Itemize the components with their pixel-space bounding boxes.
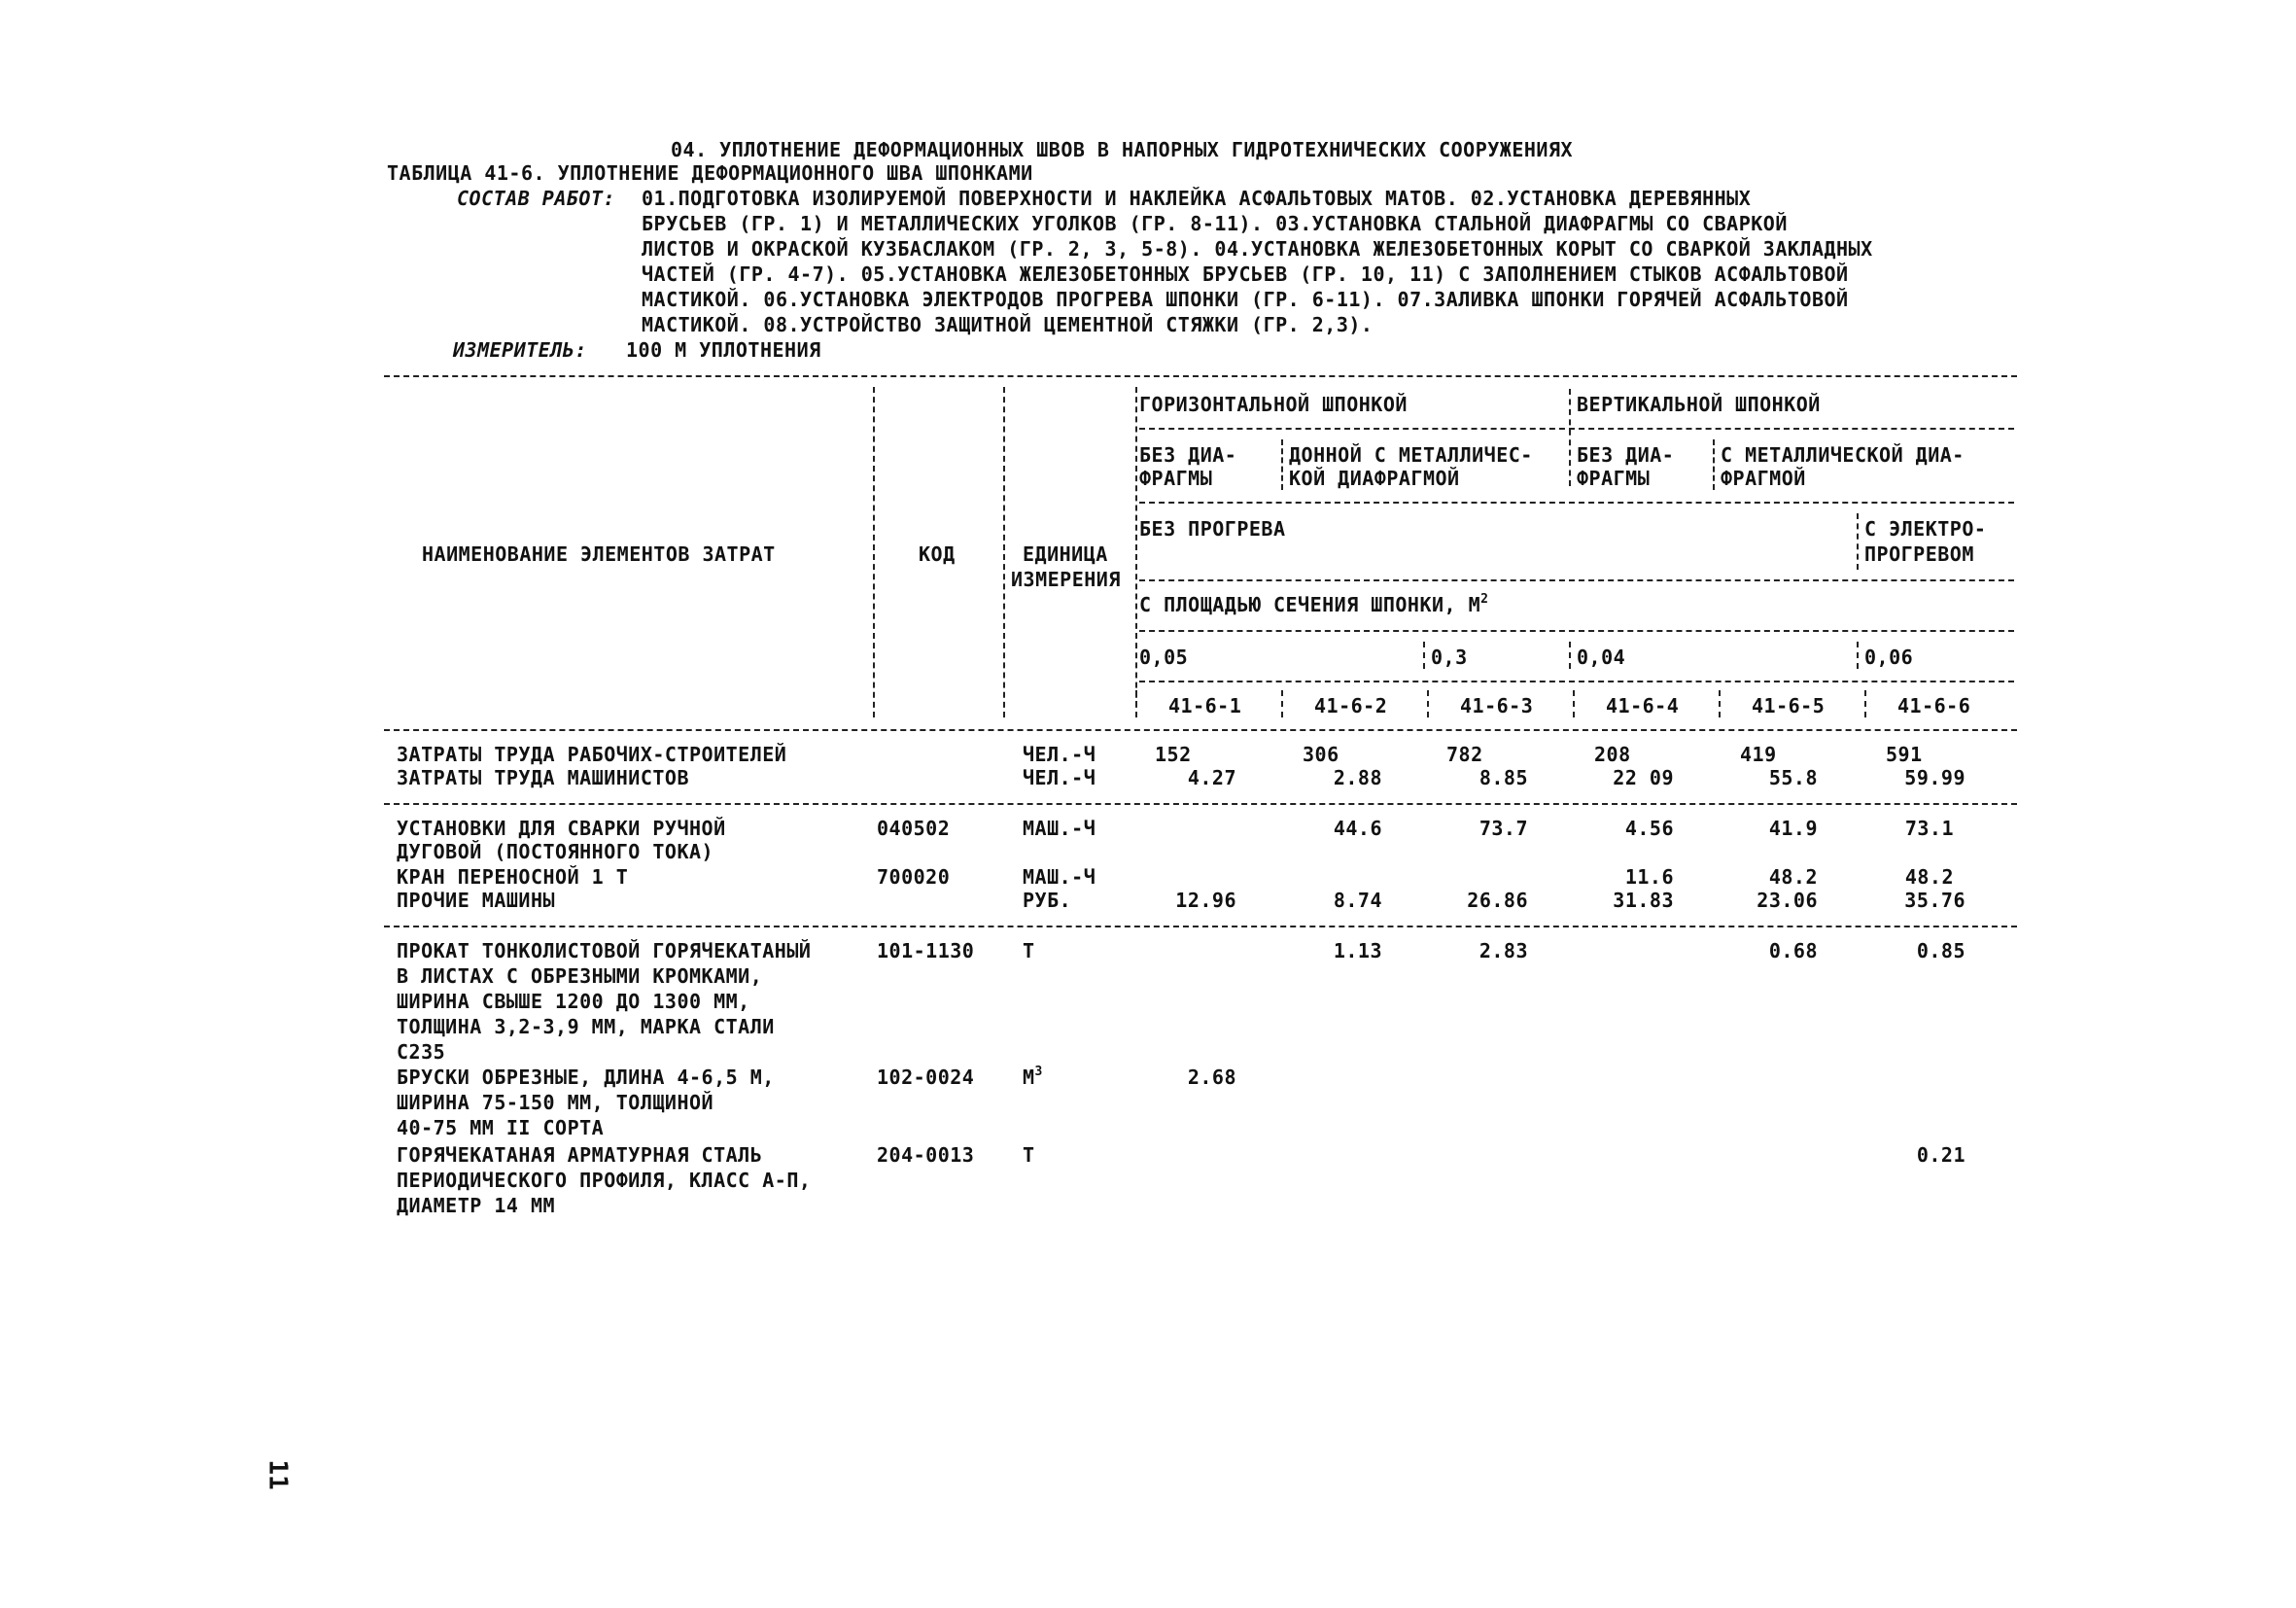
table-cell: 59.99 <box>1904 766 1966 789</box>
area-03: 0,3 <box>1431 646 1468 669</box>
row-steel-sheet-name: ШИРИНА СВЫШЕ 1200 ДО 1300 ММ, <box>397 990 750 1013</box>
column-divider <box>1857 513 1859 570</box>
area-005: 0,05 <box>1139 646 1189 669</box>
row-crane-unit: МАШ.-Ч <box>1023 865 1096 889</box>
table-cell: 44.6 <box>1333 817 1382 840</box>
header-rule <box>1139 502 2014 504</box>
table-cell: 55.8 <box>1768 766 1818 789</box>
row-rebar-name: ДИАМЕТР 14 ММ <box>397 1194 556 1217</box>
table-title: ТАБЛИЦА 41-6. УПЛОТНЕНИЕ ДЕФОРМАЦИОННОГО ШВА ШПОНКАМИ <box>387 161 1033 185</box>
composition-line: 01.ПОДГОТОВКА ИЗОЛИРУЕМОЙ ПОВЕРХНОСТИ И НАКЛЕЙКА АСФАЛЬТОВЫХ МАТОВ. 02.УСТАНОВКА ДЕРЕВЯННЫХ <box>642 187 1752 210</box>
composition-line: ЧАСТЕЙ (ГР. 4-7). 05.УСТАНОВКА ЖЕЛЕЗОБЕТОННЫХ БРУСЬЕВ (ГР. 10, 11) С ЗАПОЛНЕНИЕМ СТЫКОВ АСФАЛЬТОВОЙ <box>642 262 1849 286</box>
table-cell: 2.88 <box>1333 766 1382 789</box>
column-divider <box>1569 389 1571 486</box>
table-cell: 4.56 <box>1624 817 1674 840</box>
section-area-text: С ПЛОЩАДЬЮ СЕЧЕНИЯ ШПОНКИ, М <box>1139 593 1481 616</box>
row-rebar-name: ГОРЯЧЕКАТАНАЯ АРМАТУРНАЯ СТАЛЬ <box>397 1143 763 1167</box>
header-v-no-diaphragm: БЕЗ ДИА- <box>1577 443 1675 467</box>
row-steel-sheet-name: ТОЛЩИНА 3,2-3,9 ММ, МАРКА СТАЛИ <box>397 1015 775 1038</box>
row-welding-name: ДУГОВОЙ (ПОСТОЯННОГО ТОКА) <box>397 840 714 863</box>
bars-unit-text: М <box>1023 1066 1035 1089</box>
header-rule <box>1139 681 2014 682</box>
table-cell: 35.76 <box>1904 889 1966 912</box>
section-area-sup: 2 <box>1480 592 1489 607</box>
composition-line: МАСТИКОЙ. 08.УСТРОЙСТВО ЗАЩИТНОЙ ЦЕМЕНТНОЙ СТЯЖКИ (ГР. 2,3). <box>642 313 1374 336</box>
column-divider <box>1713 439 1715 490</box>
code-41-6-6: 41-6-6 <box>1897 694 1971 717</box>
table-cell: 782 <box>1446 743 1483 766</box>
table-cell: 48.2 <box>1904 865 1954 889</box>
table-cell: 306 <box>1303 743 1339 766</box>
table-cell: 1.13 <box>1333 939 1382 962</box>
table-cell: 48.2 <box>1768 865 1818 889</box>
composition-label: СОСТАВ РАБОТ: <box>457 187 616 210</box>
row-bars-code: 102-0024 <box>877 1066 975 1089</box>
row-other-unit: РУБ. <box>1023 889 1072 912</box>
table-cell: 23.06 <box>1757 889 1818 912</box>
section-rule <box>384 926 2017 927</box>
header-code-col: КОД <box>919 542 956 566</box>
table-cell: 4.27 <box>1187 766 1236 789</box>
header-electro: С ЭЛЕКТРО- <box>1864 517 1987 541</box>
table-top-rule <box>384 375 2017 377</box>
row-bars-name: 40-75 ММ II СОРТА <box>397 1116 605 1139</box>
table-cell: 8.74 <box>1333 889 1382 912</box>
table-cell: 0.85 <box>1916 939 1966 962</box>
row-crane-code: 700020 <box>877 865 951 889</box>
table-cell: 31.83 <box>1613 889 1674 912</box>
code-41-6-1: 41-6-1 <box>1168 694 1242 717</box>
area-004: 0,04 <box>1577 646 1626 669</box>
table-cell: 22 09 <box>1613 766 1674 789</box>
header-v-metal: ФРАГМОЙ <box>1721 467 1806 490</box>
header-unit-col: ЕДИНИЦА <box>1023 542 1108 566</box>
area-006: 0,06 <box>1864 646 1914 669</box>
table-cell: 41.9 <box>1768 817 1818 840</box>
column-divider <box>1003 387 1005 717</box>
composition-line: МАСТИКОЙ. 06.УСТАНОВКА ЭЛЕКТРОДОВ ПРОГРЕВА ШПОНКИ (ГР. 6-11). 07.ЗАЛИВКА ШПОНКИ ГОРЯЧЕЙ АСФАЛЬТОВОЙ <box>642 288 1849 311</box>
row-labor-workers-name: ЗАТРАТЫ ТРУДА РАБОЧИХ-СТРОИТЕЛЕЙ <box>397 743 787 766</box>
table-cell: 419 <box>1740 743 1777 766</box>
column-divider <box>1427 690 1429 717</box>
table-cell: 0.68 <box>1768 939 1818 962</box>
table-cell: 591 <box>1886 743 1923 766</box>
table-cell: 11.6 <box>1624 865 1674 889</box>
column-divider <box>1423 642 1425 669</box>
column-divider <box>1864 690 1866 717</box>
table-cell: 0.21 <box>1916 1143 1966 1167</box>
row-steel-sheet-name: ПРОКАТ ТОНКОЛИСТОВОЙ ГОРЯЧЕКАТАНЫЙ <box>397 939 812 962</box>
header-no-diaphragm: БЕЗ ДИА- <box>1139 443 1237 467</box>
row-other-name: ПРОЧИЕ МАШИНЫ <box>397 889 556 912</box>
header-rule <box>1139 579 2014 581</box>
header-rule <box>1139 428 2014 430</box>
row-rebar-name: ПЕРИОДИЧЕСКОГО ПРОФИЛЯ, КЛАСС А-П, <box>397 1169 812 1192</box>
bars-unit-sup: 3 <box>1034 1065 1043 1079</box>
composition-line: БРУСЬЕВ (ГР. 1) И МЕТАЛЛИЧЕСКИХ УГОЛКОВ (ГР. 8-11). 03.УСТАНОВКА СТАЛЬНОЙ ДИАФРАГМЫ СО СВАРКОЙ <box>642 212 1788 235</box>
row-labor-machinists-name: ЗАТРАТЫ ТРУДА МАШИНИСТОВ <box>397 766 689 789</box>
column-divider <box>873 387 875 717</box>
row-bars-unit <box>1023 1066 1043 1089</box>
section-rule <box>384 803 2017 805</box>
row-steel-sheet-name: С235 <box>397 1040 446 1064</box>
header-bottom-metal: КОЙ ДИАФРАГМОЙ <box>1289 467 1460 490</box>
table-cell: 2.83 <box>1478 939 1528 962</box>
measure-label: ИЗМЕРИТЕЛЬ: <box>453 338 587 362</box>
row-rebar-code: 204-0013 <box>877 1143 975 1167</box>
header-bottom-metal: ДОННОЙ С МЕТАЛЛИЧЕС- <box>1289 443 1533 467</box>
row-crane-name: КРАН ПЕРЕНОСНОЙ 1 Т <box>397 865 629 889</box>
column-divider <box>1135 690 1137 717</box>
row-steel-sheet-name: В ЛИСТАХ С ОБРЕЗНЫМИ КРОМКАМИ, <box>397 964 763 988</box>
row-bars-name: БРУСКИ ОБРЕЗНЫЕ, ДЛИНА 4-6,5 М, <box>397 1066 775 1089</box>
measure-value: 100 М УПЛОТНЕНИЯ <box>626 338 821 362</box>
row-rebar-unit: Т <box>1023 1143 1035 1167</box>
table-cell: 26.86 <box>1467 889 1528 912</box>
row-steel-sheet-unit: Т <box>1023 939 1035 962</box>
page-number: 11 <box>262 1459 293 1490</box>
column-divider <box>1281 690 1283 717</box>
composition-line: ЛИСТОВ И ОКРАСКОЙ КУЗБАСЛАКОМ (ГР. 2, 3, 5-8). 04.УСТАНОВКА ЖЕЛЕЗОБЕТОННЫХ КОРЫТ СО СВАРКОЙ ЗАКЛАДНЫХ <box>642 237 1873 261</box>
header-section-area <box>1139 593 1488 616</box>
row-welding-code: 040502 <box>877 817 951 840</box>
header-name-col: НАИМЕНОВАНИЕ ЭЛЕМЕНТОВ ЗАТРАТ <box>422 542 776 566</box>
row-labor-workers-unit: ЧЕЛ.-Ч <box>1023 743 1096 766</box>
header-rule <box>1139 630 2014 632</box>
section-title: 04. УПЛОТНЕНИЕ ДЕФОРМАЦИОННЫХ ШВОВ В НАПОРНЫХ ГИДРОТЕХНИЧЕСКИХ СООРУЖЕНИЯХ <box>671 138 1574 161</box>
row-steel-sheet-code: 101-1130 <box>877 939 975 962</box>
header-v-metal: С МЕТАЛЛИЧЕСКОЙ ДИА- <box>1721 443 1965 467</box>
header-no-diaphragm: ФРАГМЫ <box>1139 467 1213 490</box>
column-divider <box>1569 642 1571 669</box>
column-divider <box>1135 387 1137 717</box>
code-41-6-3: 41-6-3 <box>1460 694 1534 717</box>
column-divider <box>1857 642 1859 669</box>
table-cell: 73.7 <box>1478 817 1528 840</box>
row-labor-machinists-unit: ЧЕЛ.-Ч <box>1023 766 1096 789</box>
table-cell: 8.85 <box>1478 766 1528 789</box>
header-horizontal: ГОРИЗОНТАЛЬНОЙ ШПОНКОЙ <box>1139 393 1408 416</box>
header-electro: ПРОГРЕВОМ <box>1864 542 1974 566</box>
table-cell: 73.1 <box>1904 817 1954 840</box>
header-unit-col: ИЗМЕРЕНИЯ <box>1011 568 1121 591</box>
header-no-heating: БЕЗ ПРОГРЕВА <box>1139 517 1286 541</box>
row-welding-name: УСТАНОВКИ ДЛЯ СВАРКИ РУЧНОЙ <box>397 817 726 840</box>
table-cell: 152 <box>1155 743 1192 766</box>
table-body-rule <box>384 729 2017 731</box>
code-41-6-5: 41-6-5 <box>1752 694 1826 717</box>
table-cell: 2.68 <box>1187 1066 1236 1089</box>
code-41-6-4: 41-6-4 <box>1606 694 1680 717</box>
row-welding-unit: МАШ.-Ч <box>1023 817 1096 840</box>
code-41-6-2: 41-6-2 <box>1314 694 1388 717</box>
column-divider <box>1719 690 1721 717</box>
table-cell: 208 <box>1594 743 1631 766</box>
header-v-no-diaphragm: ФРАГМЫ <box>1577 467 1651 490</box>
table-cell: 12.96 <box>1175 889 1236 912</box>
column-divider <box>1573 690 1575 717</box>
column-divider <box>1281 439 1283 490</box>
header-vertical: ВЕРТИКАЛЬНОЙ ШПОНКОЙ <box>1577 393 1821 416</box>
row-bars-name: ШИРИНА 75-150 ММ, ТОЛЩИНОЙ <box>397 1091 714 1114</box>
